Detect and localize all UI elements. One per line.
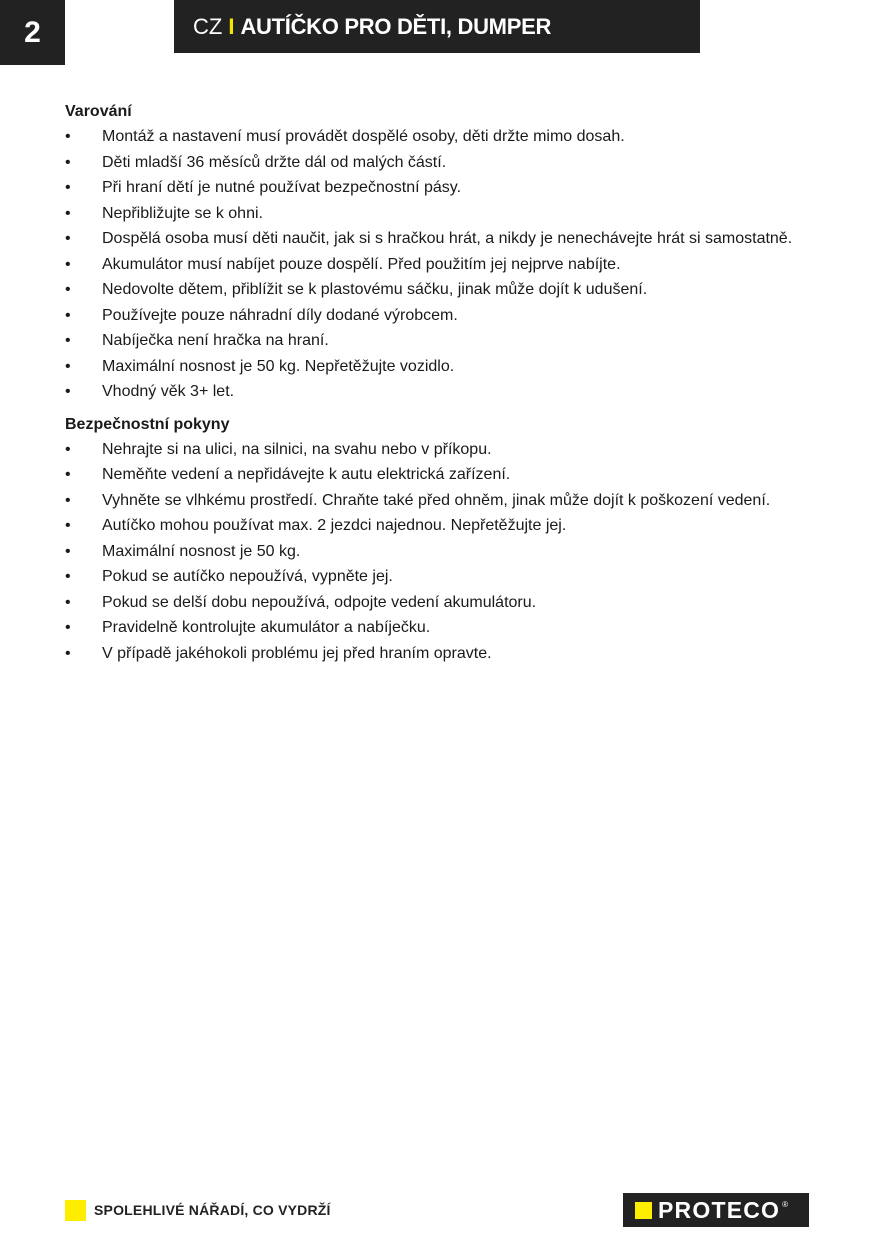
- list-item: [65, 356, 825, 379]
- title-separator: I: [228, 13, 235, 39]
- logo-square-icon: [635, 1202, 652, 1219]
- bullet-icon: •: [65, 179, 71, 196]
- list-item-text: Nehrajte si na ulici, na silnici, na svahu nebo v příkopu.: [102, 440, 492, 458]
- list-item: [65, 541, 825, 564]
- list-item-text: Při hraní dětí je nutné používat bezpečnostní pásy.: [102, 179, 462, 196]
- section-warnings: [65, 101, 825, 404]
- bullet-icon: •: [65, 517, 71, 534]
- list-item-text: Nedovolte dětem, přiblížit se k plastovému sáčku, jinak může dojít k udušení.: [102, 281, 648, 298]
- list-item-text: Dospělá osoba musí děti naučit, jak si s hračkou hrát, a nikdy je nenechávejte hrát si samostatně.: [102, 230, 793, 247]
- list-item: [65, 515, 825, 538]
- section-title: Bezpečnostní pokyny: [65, 415, 230, 433]
- list-item: [65, 381, 825, 404]
- list-item-text: Neměňte vedení a nepřidávejte k autu elektrická zařízení.: [102, 466, 511, 483]
- bullet-icon: •: [65, 357, 71, 375]
- bullet-icon: •: [65, 466, 71, 483]
- list-item-text: Montáž a nastavení musí provádět dospělé osoby, děti držte mimo dosah.: [102, 128, 625, 145]
- bullet-icon: •: [65, 619, 71, 636]
- list-item: [65, 566, 825, 589]
- list-item: [65, 177, 825, 200]
- bullet-icon: •: [65, 306, 71, 324]
- brand-logo: [623, 1193, 809, 1227]
- list-item: [65, 617, 825, 640]
- footer-slogan: [65, 1199, 331, 1221]
- list-item-text: Nepřibližujte se k ohni.: [102, 204, 263, 222]
- bullet-icon: •: [65, 542, 71, 560]
- bullet-icon: •: [65, 128, 71, 145]
- list-item-text: Vyhněte se vlhkému prostředí. Chraňte také před ohněm, jinak může dojít k poškození vedení.: [102, 491, 771, 509]
- bullet-list: [65, 126, 825, 404]
- page-number: 2: [0, 0, 65, 65]
- bullet-icon: •: [65, 593, 71, 611]
- section-safety-instructions: [65, 414, 825, 666]
- list-item: [65, 330, 825, 353]
- title-bar: [174, 0, 700, 53]
- bullet-icon: •: [65, 230, 71, 247]
- bullet-icon: •: [65, 255, 71, 273]
- list-item-text: Maximální nosnost je 50 kg.: [102, 542, 301, 560]
- list-item: [65, 464, 825, 487]
- list-item: [65, 254, 825, 277]
- list-item-text: Maximální nosnost je 50 kg. Nepřetěžujte vozidlo.: [102, 357, 455, 375]
- list-item: [65, 490, 825, 513]
- list-item: [65, 152, 825, 175]
- bullet-list: [65, 439, 825, 666]
- content: [65, 101, 825, 668]
- bullet-icon: •: [65, 383, 71, 400]
- list-item-text: Děti mladší 36 měsíců držte dál od malých částí.: [102, 153, 447, 171]
- section-title: Varování: [65, 103, 132, 120]
- list-item-text: Autíčko mohou používat max. 2 jezdci najednou. Nepřetěžujte jej.: [102, 517, 567, 534]
- list-item-text: Pokud se delší dobu nepoužívá, odpojte vedení akumulátoru.: [102, 593, 537, 611]
- list-item: [65, 126, 825, 149]
- bullet-icon: •: [65, 281, 71, 298]
- bullet-icon: •: [65, 644, 71, 662]
- brand-name: PROTECO: [658, 1196, 781, 1223]
- list-item-text: Nabíječka není hračka na hraní.: [102, 332, 329, 349]
- list-item: [65, 228, 825, 251]
- list-item-text: V případě jakéhokoli problému jej před hraním opravte.: [102, 644, 492, 662]
- list-item: [65, 592, 825, 615]
- product-title: AUTÍČKO PRO DĚTI, DUMPER: [240, 13, 552, 39]
- yellow-square-icon: [65, 1200, 86, 1221]
- list-item: [65, 203, 825, 226]
- list-item: [65, 439, 825, 462]
- list-item-text: Akumulátor musí nabíjet pouze dospělí. Před použitím jej nejprve nabíjte.: [102, 255, 621, 273]
- bullet-icon: •: [65, 568, 71, 585]
- list-item-text: Vhodný věk 3+ let.: [102, 383, 235, 400]
- bullet-icon: •: [65, 204, 71, 222]
- list-item-text: Pokud se autíčko nepoužívá, vypněte jej.: [102, 568, 393, 585]
- registered-mark: ®: [782, 1200, 789, 1209]
- bullet-icon: •: [65, 153, 71, 171]
- list-item: [65, 279, 825, 302]
- list-item: [65, 643, 825, 666]
- list-item: [65, 305, 825, 328]
- bullet-icon: •: [65, 491, 71, 509]
- list-item-text: Pravidelně kontrolujte akumulátor a nabíječku.: [102, 619, 431, 636]
- list-item-text: Používejte pouze náhradní díly dodané výrobcem.: [102, 306, 458, 324]
- bullet-icon: •: [65, 332, 71, 349]
- bullet-icon: •: [65, 440, 71, 458]
- language-code: CZ: [193, 13, 223, 39]
- slogan-text: SPOLEHLIVÉ NÁŘADÍ, CO VYDRŽÍ: [94, 1202, 331, 1218]
